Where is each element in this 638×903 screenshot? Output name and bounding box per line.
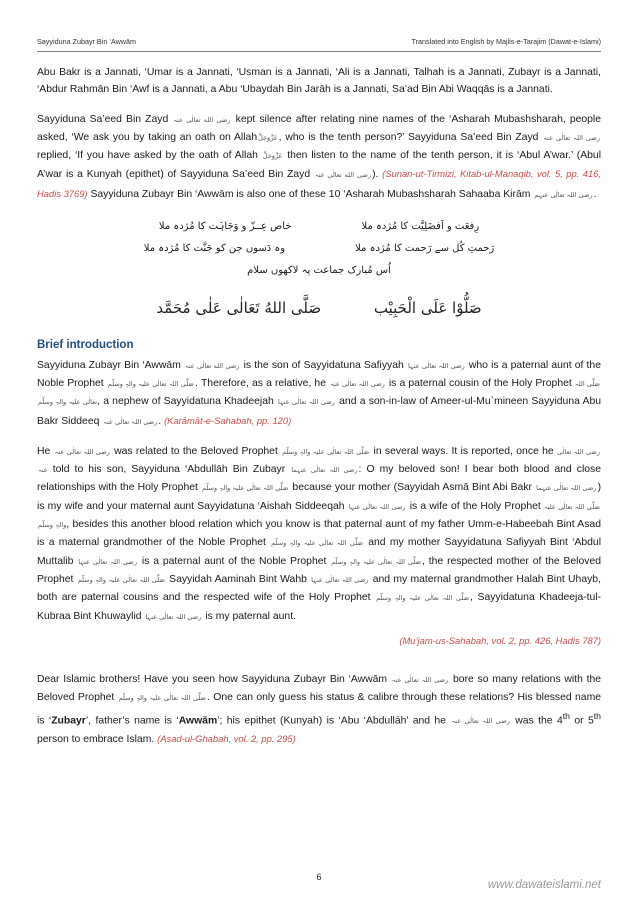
honorific: رضی الله تعالٰی عنہ: [184, 361, 240, 370]
intro-paragraph: [37, 357, 601, 431]
ordinal-suffix: th: [593, 710, 602, 721]
text-span: ’, father’s name is ‘: [85, 715, 179, 727]
header-book-title: Sayyiduna Zubayr Bin ‘Awwām: [37, 37, 136, 46]
honorific: رضی اللہ تعالٰی عنہا: [277, 398, 335, 407]
poem-line: خاص عِــزّ و وَجَاہَت کا مُژدہ ملا: [158, 221, 292, 233]
text-span: bore so many relations with the Beloved Prophet: [37, 674, 602, 704]
honorific: رضی اللہ تعالٰی عنہما: [536, 484, 597, 493]
citation: (Mu’jam-us-Sahabah, vol. 2, pp. 426, Hadis 787): [399, 634, 601, 646]
honorific: عَزَّوَجَلَّ: [258, 133, 278, 142]
citation: (Asad-ul-Ghabah, vol. 2, pp. 295): [157, 733, 296, 745]
honorific: رضی اللہ تعالٰی عنہ: [451, 717, 510, 726]
text-span: : O my beloved son! I bear both blood and close relationships with the Holy Prophet: [37, 464, 602, 494]
text-span: , besides this another blood relation which you know is that paternal aunt of my father Umm-e-Habeebah Bint Asad is a maternal grandmother of the Noble Prophet: [37, 519, 601, 549]
honorific: صَلَّی اللہ تعالٰی علیہ والہٖ وسلّم: [107, 379, 194, 388]
text-span: Sayyiduna Zubayr Bin ‘Awwām is also one of these 10 ‘Asharah Mubashsharah Sahaaba Kirām: [90, 188, 531, 200]
name-zubayr: Zubayr: [51, 715, 86, 727]
honorific: صَلَّی اللہ تعالٰی علیہ والہٖ وسلّم: [376, 594, 470, 603]
honorific: صَلَّی اللہ تعالٰی علیہ والہٖ وسلّم: [38, 379, 601, 407]
text-span: ).: [372, 169, 379, 181]
honorific: صَلَّی اللہ تعالٰی علیہ والہٖ وسلّم: [77, 575, 165, 584]
text-span: was related to the Beloved Prophet: [114, 445, 278, 457]
honorific: صَلَّی اللہ تعالٰی علیہ والہٖ وسلّم: [331, 557, 422, 566]
ordinal-suffix: th: [562, 710, 570, 721]
honorific: رضی اللہ تعالٰی عنہ: [330, 379, 385, 388]
honorific: رضی اللہ تعالٰی عنہ: [54, 447, 110, 456]
text-span: in several ways. It is reported, once he: [373, 445, 554, 457]
text-span: and my mother Sayyidatuna Safiyyah Bint ‘Abdul Muttalib: [37, 537, 602, 567]
salat-line: [37, 300, 601, 317]
text-span: , the respected mother of the Beloved Prophet: [37, 555, 602, 585]
urdu-poem: [37, 216, 601, 282]
text-span: .: [593, 188, 597, 200]
website-url: www.dawateislami.net: [487, 879, 601, 891]
name-awwam: Awwām: [178, 715, 218, 727]
section-heading: Brief introduction: [37, 339, 134, 352]
salat-call: صَلُّوْا عَلَى الْحَبِيْب: [373, 299, 482, 318]
text-span: and a son-in-law of Ameer-ul-Mu`mineen Sayyiduna Abu Bakr Siddeeq: [37, 396, 602, 427]
text-span: , a nephew of Sayyidatuna Khadeejah: [97, 396, 274, 408]
text-span: Sayyiduna Sa’eed Bin Zayd: [37, 113, 169, 125]
honorific: صَلَّی اللہ تعالٰی علیہ والہٖ وسلّم: [271, 539, 363, 548]
honorific: صَلَّی اللہ تعالٰی علیہ والہٖ وسلّم: [118, 694, 207, 703]
poem-verse-1: [37, 216, 601, 238]
closing-paragraph: [37, 671, 601, 749]
text-span: Dear Islamic brothers! Have you seen how Sayyiduna Zubayr Bin ‘Awwām: [37, 674, 388, 686]
honorific: رضی اللہ تعالٰی عنہا: [145, 612, 202, 621]
honorific: صَلَّی اللہ تعالٰی علیہ والہٖ وسلّم: [282, 447, 370, 456]
poem-refrain: اُس مُبارک جماعت پہ لاکھوں سلام: [247, 265, 391, 277]
honorific: صَلَّی اللہ تعالٰی علیہ والہٖ وسلّم: [38, 502, 600, 530]
text-span: who is a paternal aunt of the Noble Prophet: [37, 359, 601, 389]
text-span: . One can only guess his status & calibre through these relations? His blessed name is ‘: [37, 692, 602, 727]
honorific: رضی اللہ تعالٰی عنہ: [543, 133, 600, 142]
header-translator: Translated into English by Majlis-e-Tarajim (Dawat-e-Islami): [411, 37, 601, 46]
honorific: رضی اللہ تعالٰی عنہا: [407, 361, 465, 370]
honorific: صَلَّی اللہ تعالٰی علیہ والہٖ وسلّم: [202, 484, 289, 493]
text-span: is a paternal aunt of the Noble Prophet: [141, 555, 327, 567]
honorific: رضی اللہ تعالٰی عنہم: [534, 190, 593, 199]
honorific: رضی اللہ تعالٰی عنہا: [78, 557, 138, 566]
page-body: [37, 64, 601, 761]
relations-paragraph: [37, 443, 601, 626]
text-span: is a paternal cousin of the Holy Prophet: [388, 377, 572, 389]
honorific: رضی اللہ تعالٰی عنہا: [348, 502, 406, 511]
text-span: .: [158, 415, 162, 427]
text-span: . Therefore, as a relative, he: [194, 377, 326, 389]
honorific: رضی اللہ تعالٰی عنہ: [391, 676, 449, 685]
honorific: رضی اللہ تعالٰی عنہ: [103, 417, 158, 426]
text-span: is my paternal aunt.: [205, 610, 296, 622]
text-span: ) is my wife and your maternal aunt Sayyidatuna ‘Aishah Siddeeqah: [37, 482, 602, 512]
honorific: رضی اللہ تعالٰی عنہا: [311, 575, 369, 584]
text-span: kept silence after relating nine names of the ‘Asharah Mubashsharah, people asked, ‘We ask you by taking an oath on Allah: [37, 113, 602, 143]
citation: (Karāmāt-e-Sahabah, pp. 120): [164, 414, 292, 426]
poem-line: رَحمتِ کُل سے رَحمت کا مُژدہ ملا: [355, 243, 495, 255]
poem-line: وہ دَسوں جن کو جَنَّت کا مُژدہ ملا: [143, 243, 286, 255]
text-span: is the son of Sayyidatuna Safiyyah: [243, 359, 404, 371]
tenth-person-paragraph: [37, 111, 601, 204]
text-span: and my maternal grandmother Halah Bint Uhayb, both are paternal cousins and the respected wife of the Holy Prophet: [37, 573, 601, 604]
text-span: because your mother (Sayyidah Asmā Bint Abi Bakr: [292, 482, 532, 494]
text-span: Sayyiduna Zubayr Bin ‘Awwām: [37, 359, 181, 371]
honorific: عَزَّوَجَلَّ: [262, 152, 283, 161]
text-span: person to embrace Islam.: [37, 734, 155, 746]
text-span: was the 4: [515, 715, 563, 727]
text-span: ’; his epithet (Kunyah) is ‘Abu ‘Abdullāh’ and he: [217, 715, 446, 727]
text-span: replied, ‘If you have asked by the oath of Allah: [37, 150, 258, 162]
text-span: , Sayyidatuna Khadeeja-tul-Kubraa Bint Khuwaylid: [37, 592, 602, 622]
text-span: then listen to the name of the tenth person, it is ‘Abul A’war.’ (Abul A’war is a Kunyah (epithet) of Sayyiduna Sa’eed Bin Zayd: [37, 150, 602, 181]
salat-response: صَلَّى اللهُ تَعَالٰى عَلٰى مُحَمَّد: [156, 299, 322, 318]
honorific: رضی اللہ تعالٰی عنہما: [291, 466, 358, 475]
citation: (Sunan-ut-Tirmizi, Kitab-ul-Manaqib, vol. 5, pp. 416, Hadis 3769): [37, 168, 601, 199]
text-span: or 5: [569, 715, 594, 727]
honorific: رضی اللہ تعالٰی عنہ: [38, 447, 601, 475]
honorific: رضی الله تعالٰی عنہ: [314, 171, 372, 180]
poem-verse-2: [37, 238, 601, 260]
text-span: told to his son, Sayyiduna ‘Abdullāh Bin Zubayr: [52, 464, 286, 476]
text-span: Sayyidah Aaminah Bint Wahb: [169, 573, 307, 585]
honorific: رضی الله تعالٰی عنہ: [173, 115, 231, 124]
jannati-list-paragraph: Abu Bakr is a Jannati, ‘Umar is a Jannati, ‘Usman is a Jannati, ‘Ali is a Jannati, Talhah is a Jannati, Zubayr is a Jannati, ‘Abdur Rahmān Bin ‘Awf is a Jannati, a Abu ‘Ubaydah Bin Jarāh is a Jannati, Sa’ad Bin Abi Waqqās is a Jannati.: [37, 67, 601, 96]
text-span: is a wife of the Holy Prophet: [409, 500, 541, 512]
poem-line: رِفعَت و اَفضَلِیَّت کا مُژدہ ملا: [361, 221, 480, 233]
text-span: He: [37, 445, 51, 457]
header-rule: [37, 51, 601, 52]
page-number: 6: [316, 872, 322, 882]
text-span: , who is the tenth person?’ Sayyiduna Sa’eed Bin Zayd: [278, 131, 539, 143]
